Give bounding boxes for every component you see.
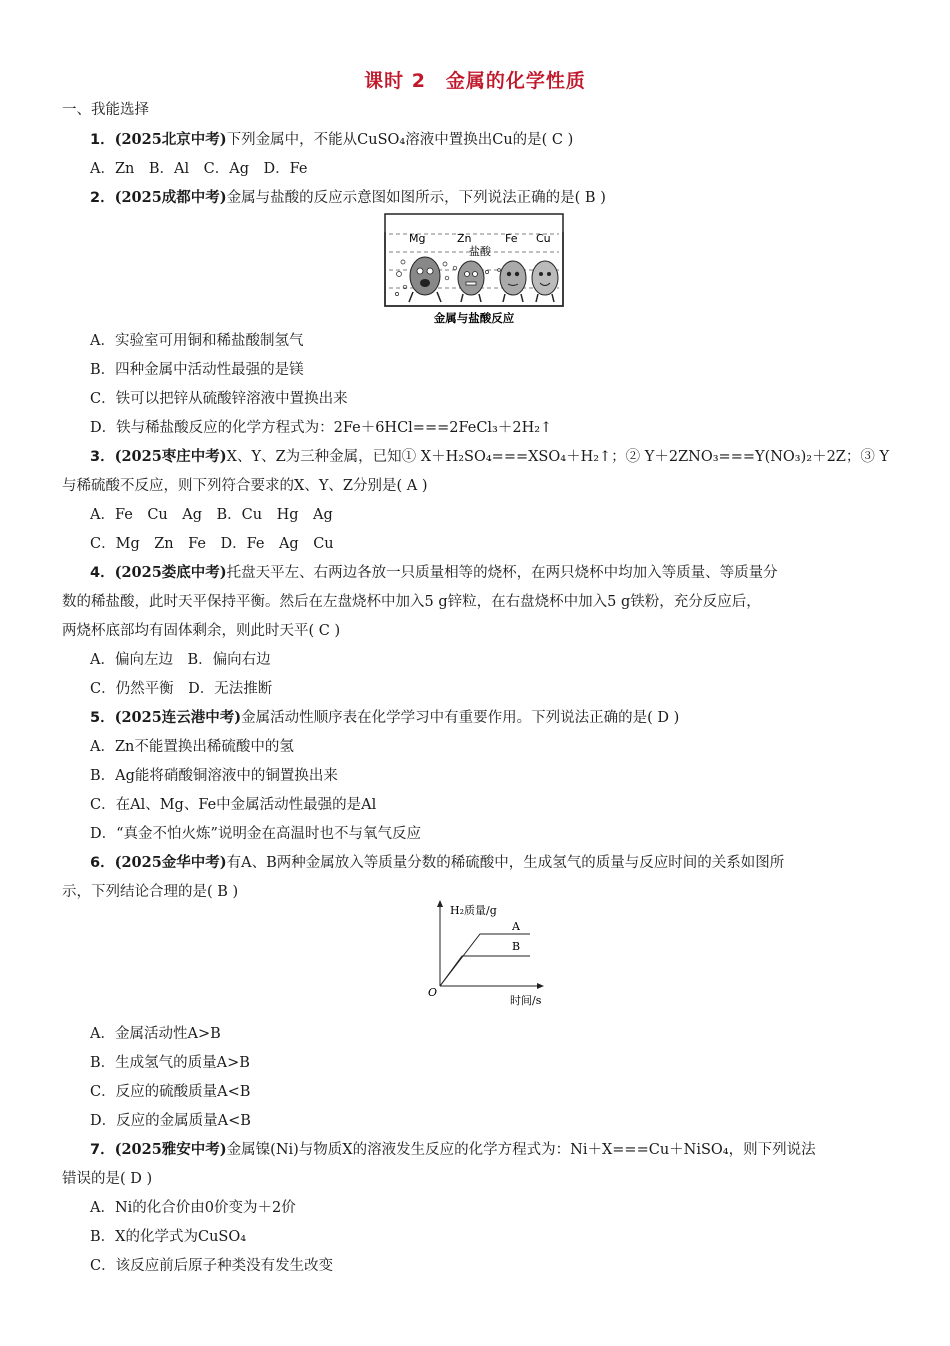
question-number: 3．: [90, 449, 115, 465]
question-7: [90, 1140, 816, 1160]
question-number: 2．: [90, 190, 115, 206]
question-number: 6．: [90, 855, 115, 871]
graph-label-b: B: [512, 940, 521, 953]
question-stem: 金属镍(Ni)与物质X的溶液发生反应的化学方程式为：Ni＋X===Cu＋NiSO₄，则下列说法: [226, 1142, 816, 1158]
question-6-option-d: D．反应的金属质量A<B: [90, 1113, 251, 1129]
question-stem: X、Y、Z为三种金属，已知① X＋H₂SO₄===XSO₄＋H₂↑；② Y＋2ZNO₃===Y(NO₃)₂＋2Z；③ Y: [226, 449, 890, 465]
question-4-options-row2: C．仍然平衡 D．无法推断: [90, 681, 273, 697]
hydrogen-time-graph: [426, 898, 546, 1008]
metal-acid-reaction-figure: [383, 212, 565, 328]
question-source: (2025北京中考): [114, 131, 227, 148]
graph-origin: O: [428, 986, 438, 999]
question-6-option-c: C．反应的硫酸质量A<B: [90, 1084, 251, 1100]
question-3-options-row1: A．Fe Cu Ag B．Cu Hg Ag: [90, 507, 333, 523]
line-b: [440, 956, 530, 986]
figure-caption: 金属与盐酸反应: [433, 311, 515, 325]
question-stem: 金属活动性顺序表在化学学习中有重要作用。下列说法正确的是( D ): [241, 710, 680, 726]
question-7-option-c: C．该反应前后原子种类没有发生改变: [90, 1258, 334, 1274]
question-2: [90, 188, 606, 208]
figure-label-mg: Mg: [409, 232, 426, 245]
question-source: (2025雅安中考): [114, 1141, 227, 1158]
question-stem: 托盘天平左、右两边各放一只质量相等的烧杯，在两只烧杯中均加入等质量、等质量分: [226, 565, 778, 581]
question-2-option-c: C．铁可以把锌从硫酸锌溶液中置换出来: [90, 391, 348, 407]
question-6: [90, 853, 784, 873]
question-2-option-a: A．实验室可用铜和稀盐酸制氢气: [90, 333, 304, 349]
question-source: (2025枣庄中考): [114, 448, 227, 465]
question-7-option-b: B．X的化学式为CuSO₄: [90, 1229, 247, 1245]
question-1-options: A．Zn B．Al C．Ag D．Fe: [90, 161, 308, 177]
question-2-option-b: B．四种金属中活动性最强的是镁: [90, 362, 304, 378]
question-4-stem-cont-2: 两烧杯底部均有固体剩余，则此时天平( C ): [62, 623, 341, 639]
question-3-options-row2: C．Mg Zn Fe D．Fe Ag Cu: [90, 536, 334, 552]
question-5-option-b: B．Ag能将硝酸铜溶液中的铜置换出来: [90, 768, 338, 784]
question-2-option-d: D．铁与稀盐酸反应的化学方程式为：2Fe＋6HCl===2FeCl₃＋2H₂↑: [90, 420, 553, 436]
question-6-stem-cont: 示，下列结论合理的是( B ): [62, 884, 239, 900]
question-5-option-c: C．在Al、Mg、Fe中金属活动性最强的是Al: [90, 797, 377, 813]
question-number: 4．: [90, 565, 115, 581]
question-3: [90, 447, 889, 467]
question-6-option-b: B．生成氢气的质量A>B: [90, 1055, 250, 1071]
question-stem: 下列金属中，不能从CuSO₄溶液中置换出Cu的是( C ): [226, 132, 574, 148]
question-stem: 金属与盐酸的反应示意图如图所示，下列说法正确的是( B ): [226, 190, 606, 206]
question-3-stem-cont: 与稀硫酸不反应，则下列符合要求的X、Y、Z分别是( A ): [62, 478, 428, 494]
question-4-stem-cont: 数的稀盐酸，此时天平保持平衡。然后在左盘烧杯中加入5 g锌粒，在右盘烧杯中加入5 g铁粉，充分反应后，: [62, 594, 761, 610]
figure-label-fe: Fe: [505, 232, 518, 245]
question-number: 1．: [90, 132, 115, 148]
question-5-option-d: D．“真金不怕火炼”说明金在高温时也不与氧气反应: [90, 826, 421, 842]
question-7-option-a: A．Ni的化合价由0价变为＋2价: [90, 1200, 296, 1216]
question-stem: 有A、B两种金属放入等质量分数的稀硫酸中，生成氢气的质量与反应时间的关系如图所: [226, 855, 785, 871]
question-source: (2025金华中考): [114, 854, 227, 871]
question-1: [90, 130, 573, 150]
graph-label-a: A: [512, 920, 520, 933]
question-source: (2025连云港中考): [114, 709, 242, 726]
question-7-stem-cont: 错误的是( D ): [62, 1171, 153, 1187]
question-5: [90, 708, 679, 728]
figure-label-acid: 盐酸: [469, 245, 491, 258]
question-6-option-a: A．金属活动性A>B: [90, 1026, 221, 1042]
question-source: (2025娄底中考): [114, 564, 227, 581]
question-number: 7．: [90, 1142, 115, 1158]
graph-xlabel: 时间/s: [510, 994, 542, 1007]
question-source: (2025成都中考): [114, 189, 227, 206]
section-heading: 一、我能选择: [62, 102, 149, 118]
figure-label-cu: Cu: [536, 232, 551, 245]
question-5-option-a: A．Zn不能置换出稀硫酸中的氢: [90, 739, 294, 755]
page-title: 课时 2 金属的化学性质: [364, 70, 586, 92]
question-4-options-row1: A．偏向左边 B．偏向右边: [90, 652, 271, 668]
graph-ylabel: H₂质量/g: [450, 904, 497, 917]
question-4: [90, 563, 778, 583]
figure-label-zn: Zn: [457, 232, 472, 245]
question-number: 5．: [90, 710, 115, 726]
